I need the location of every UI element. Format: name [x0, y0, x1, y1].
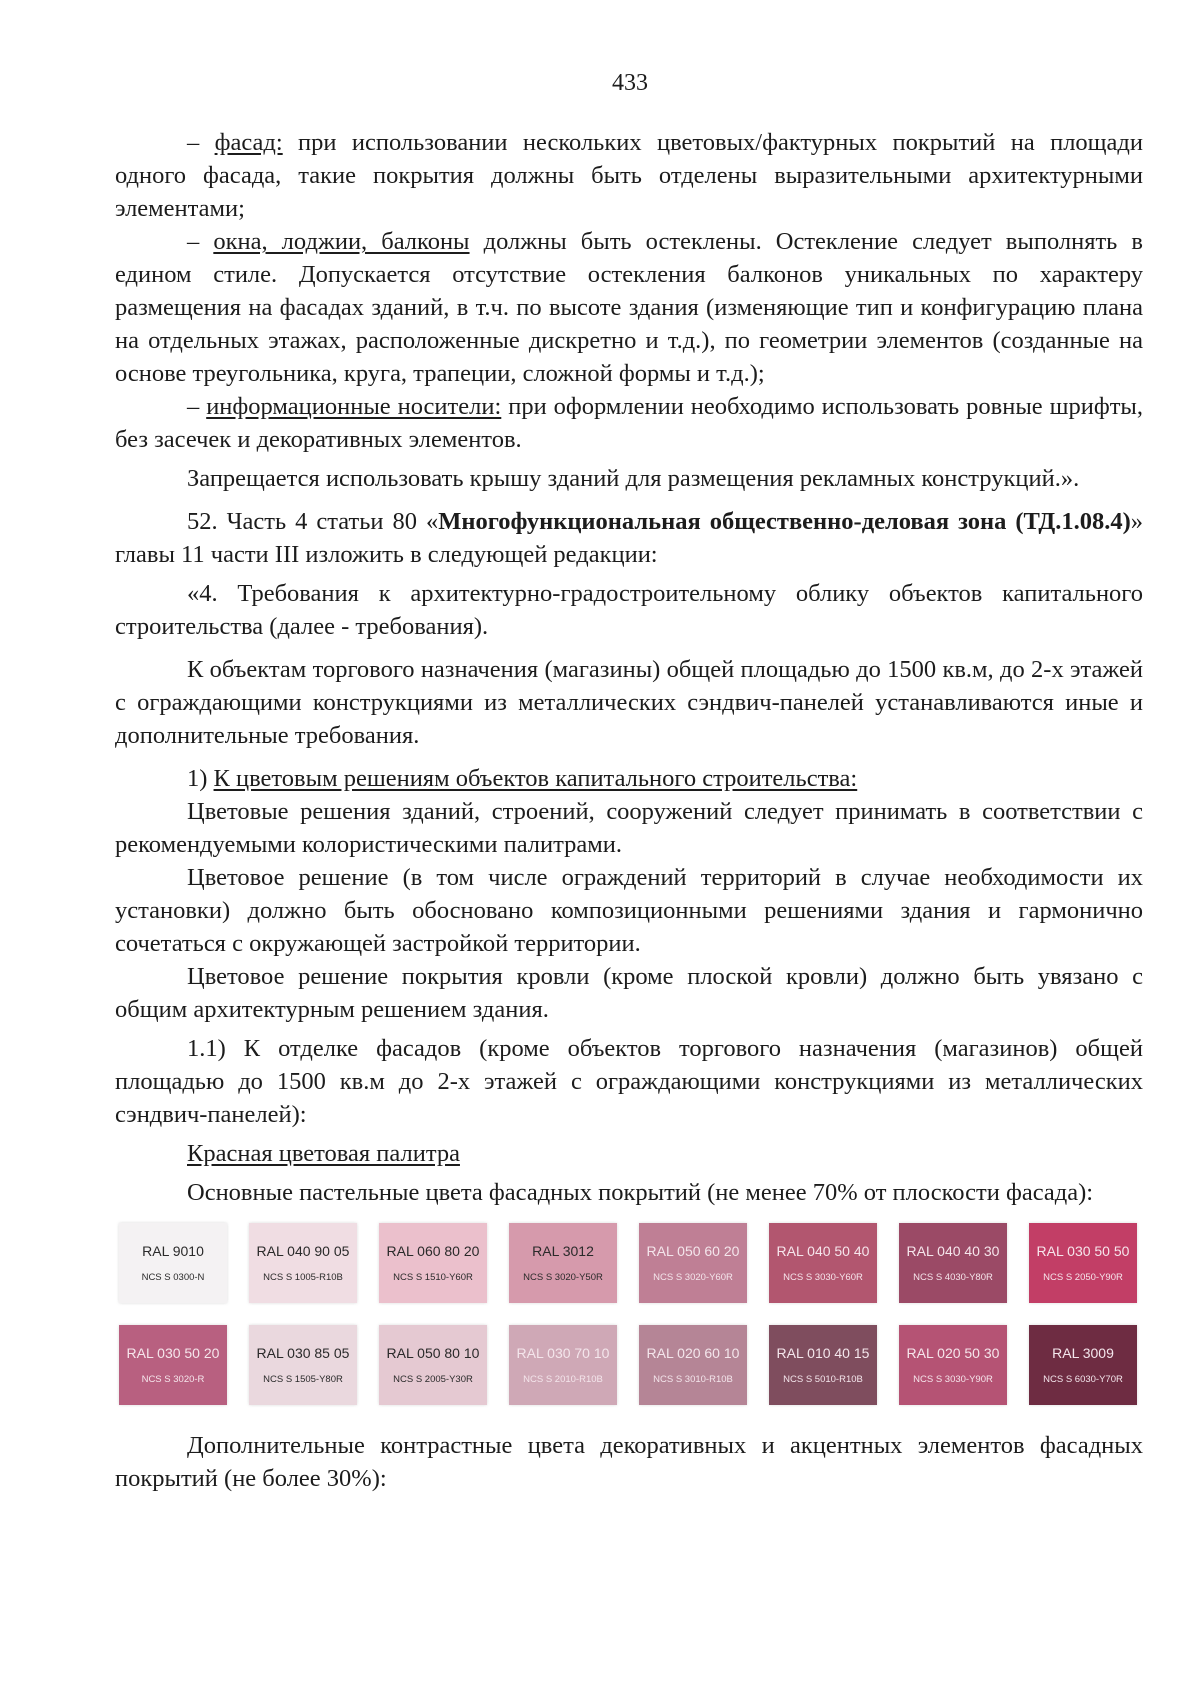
term-facade: фасад:	[214, 129, 283, 156]
color-swatch	[769, 1223, 877, 1303]
paragraph-info-carriers	[115, 390, 1143, 456]
color-swatch	[1029, 1325, 1137, 1405]
dash: –	[187, 228, 214, 255]
color-swatch	[509, 1223, 617, 1303]
ral-code: RAL 030 50 50	[1036, 1243, 1130, 1259]
ral-code: RAL 040 50 40	[776, 1243, 870, 1259]
dash: –	[187, 129, 215, 156]
paragraph-windows	[115, 225, 1143, 390]
item-number: 1)	[187, 765, 214, 792]
palette-heading	[115, 1137, 1143, 1170]
color-swatch	[249, 1223, 357, 1303]
ncs-code: NCS S 3030-Y90R	[913, 1374, 993, 1385]
color-swatch	[119, 1223, 227, 1303]
paragraph-text: должны быть остеклены. Остекление следует выполнять в едином стиле. Допускается отсутствие остекления балконов уникальных по характеру размещения на фасадах зданий, в т.ч. по высоте здания (изменяющие тип и конфигурацию плана на отдельных этажах, расположенные дискретно и т.д.), по геометрии элементов (созданные на основе треугольника, круга, трапеции, сложной формы и т.д.);	[115, 228, 1144, 387]
color-swatch	[119, 1325, 227, 1405]
ral-code: RAL 040 90 05	[256, 1243, 350, 1259]
ral-code: RAL 020 50 30	[906, 1345, 1000, 1361]
color-swatch	[249, 1325, 357, 1405]
ral-code: RAL 9010	[142, 1243, 204, 1259]
paragraph-item-52	[115, 505, 1143, 571]
ral-code: RAL 020 60 10	[646, 1345, 740, 1361]
paragraph-color-solutions-heading	[115, 762, 1143, 795]
ncs-code: NCS S 1005-R10B	[263, 1272, 343, 1283]
ncs-code: NCS S 2050-Y90R	[1043, 1272, 1123, 1283]
ncs-code: NCS S 1505-Y80R	[263, 1374, 343, 1385]
color-swatch	[899, 1325, 1007, 1405]
paragraph-text: при использовании нескольких цветовых/фактурных покрытий на площади одного фасада, такие покрытия должны быть отделены выразительными архитектурными элементами;	[115, 129, 1143, 222]
color-swatch	[1029, 1223, 1137, 1303]
ral-code: RAL 030 85 05	[256, 1345, 350, 1361]
ral-code: RAL 040 40 30	[906, 1243, 1000, 1259]
paragraph-color-fencing: Цветовое решение (в том числе ограждений территорий в случае необходимости их установки) должно быть обосновано композиционными решениями здания и гармонично сочетаться с окружающей застройкой территории.	[115, 864, 1143, 957]
ncs-code: NCS S 1510-Y60R	[393, 1272, 473, 1283]
paragraph-text: при оформлении необходимо использовать ровные шрифты, без засечек и декоративных элементов.	[115, 393, 1144, 453]
document-body	[115, 126, 1143, 1495]
ncs-code: NCS S 5010-R10B	[783, 1374, 863, 1385]
zone-title: Многофункциональная общественно-деловая зона (ТД.1.08.4)	[438, 508, 1131, 535]
dash: –	[187, 393, 207, 420]
color-swatch	[899, 1223, 1007, 1303]
palette-title: Красная цветовая палитра	[187, 1140, 460, 1167]
ral-code: RAL 060 80 20	[386, 1243, 480, 1259]
ral-code: RAL 050 80 10	[386, 1345, 480, 1361]
ncs-code: NCS S 4030-Y80R	[913, 1272, 993, 1283]
paragraph-text: » главы 11 части III изложить в следующей редакции:	[115, 508, 1143, 568]
ncs-code: NCS S 3030-Y60R	[783, 1272, 863, 1283]
ncs-code: NCS S 0300-N	[141, 1272, 205, 1283]
ral-code: RAL 010 40 15	[776, 1345, 870, 1361]
ncs-code: NCS S 3010-R10B	[653, 1374, 733, 1385]
ncs-code: NCS S 3020-R	[141, 1374, 205, 1385]
color-swatch	[379, 1223, 487, 1303]
paragraph-roof-ban: Запрещается использовать крышу зданий для размещения рекламных конструкций.».	[187, 465, 1080, 492]
color-swatch	[639, 1325, 747, 1405]
ncs-code: NCS S 2010-R10B	[523, 1374, 603, 1385]
ncs-code: NCS S 3020-Y60R	[653, 1272, 733, 1283]
ncs-code: NCS S 6030-Y70R	[1043, 1374, 1123, 1385]
paragraph-contrast-colors: Дополнительные контрастные цвета декоративных и акцентных элементов фасадных покрытий (не более 30%):	[115, 1432, 1143, 1492]
ral-code: RAL 3012	[532, 1243, 594, 1259]
paragraph-color-palettes: Цветовые решения зданий, строений, сооружений следует принимать в соответствии с рекомендуемыми колористическими палитрами.	[115, 798, 1143, 858]
ral-code: RAL 030 70 10	[516, 1345, 610, 1361]
ral-code: RAL 3009	[1052, 1345, 1114, 1361]
page-number: 433	[612, 70, 648, 96]
term-info-carriers: информационные носители:	[206, 393, 502, 420]
term-windows: окна, лоджии, балконы	[213, 228, 470, 255]
paragraph-facade	[115, 126, 1143, 225]
paragraph-facade-finishing: 1.1) К отделке фасадов (кроме объектов торгового назначения (магазинов) общей площадью до 1500 кв.м до 2-х этажей с ограждающими конструкциями из металлических сэндвич-панелей):	[115, 1035, 1143, 1128]
ncs-code: NCS S 3020-Y50R	[523, 1272, 603, 1283]
color-palette	[119, 1223, 1143, 1405]
ral-code: RAL 030 50 20	[126, 1345, 220, 1361]
paragraph-roof-color: Цветовое решение покрытия кровли (кроме плоской кровли) должно быть увязано с общим архитектурным решением здания.	[115, 963, 1143, 1023]
paragraph-requirements: «4. Требования к архитектурно-градостроительному облику объектов капитального строительства (далее - требования).	[115, 580, 1143, 640]
color-swatch	[639, 1223, 747, 1303]
paragraph-main-colors: Основные пастельные цвета фасадных покрытий (не менее 70% от плоскости фасада):	[187, 1179, 1094, 1206]
ncs-code: NCS S 2005-Y30R	[393, 1374, 473, 1385]
paragraph-text: 52. Часть 4 статьи 80 «	[187, 508, 439, 535]
color-swatch	[509, 1325, 617, 1405]
paragraph-trade-objects: К объектам торгового назначения (магазины) общей площадью до 1500 кв.м, до 2-х этажей с ограждающими конструкциями из металлических сэндвич-панелей устанавливаются иные и дополнительные требования.	[115, 656, 1143, 749]
color-swatch	[379, 1325, 487, 1405]
ral-code: RAL 050 60 20	[646, 1243, 740, 1259]
term-color-solutions: К цветовым решениям объектов капитального строительства:	[213, 765, 858, 792]
color-swatch	[769, 1325, 877, 1405]
